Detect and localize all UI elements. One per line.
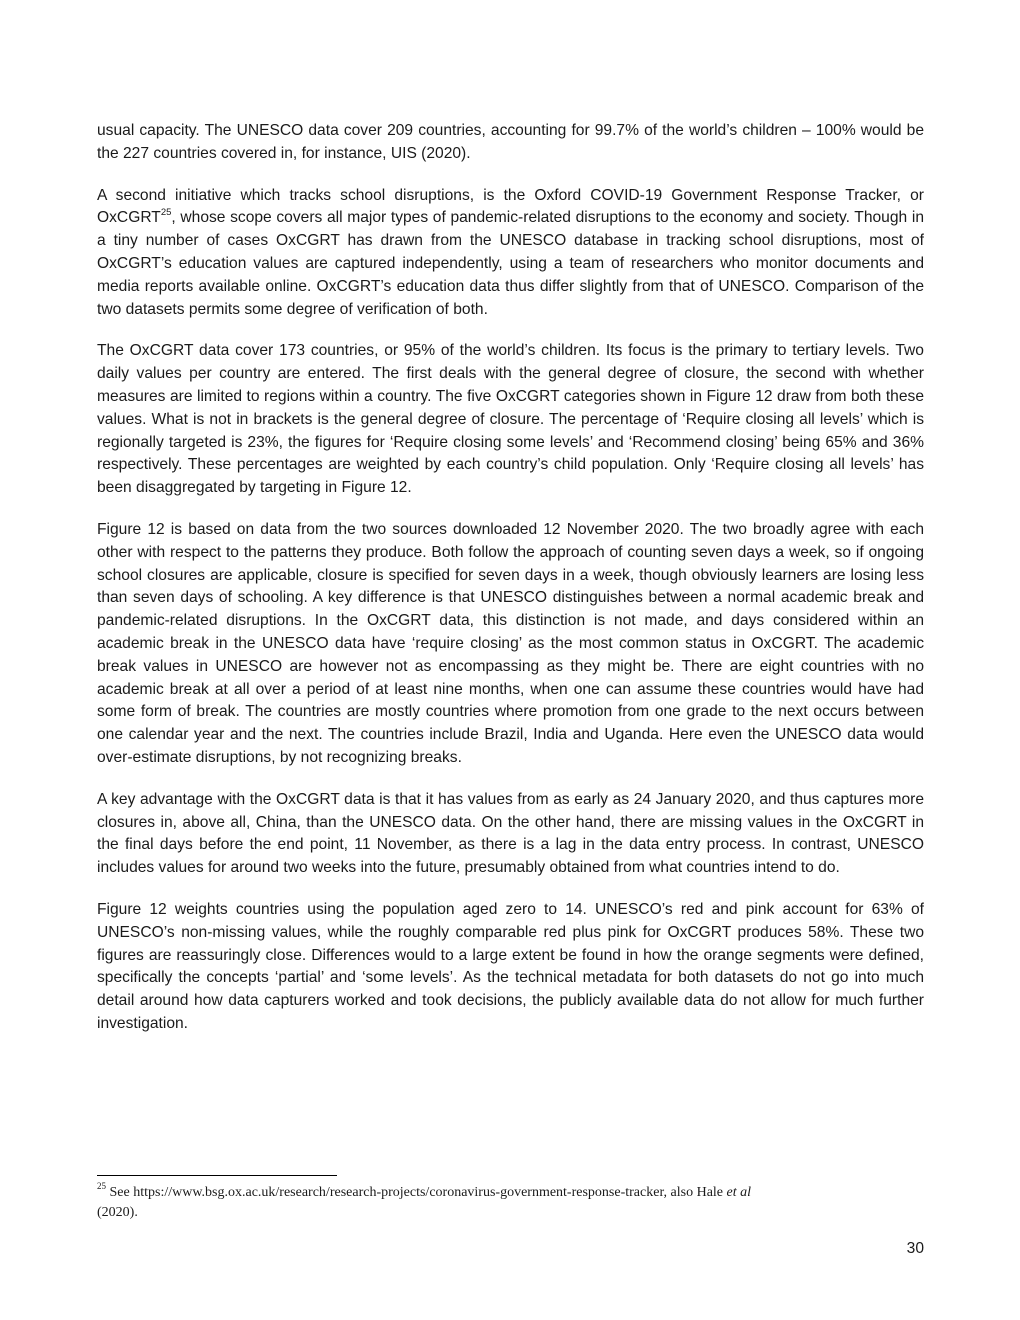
footnote-number: 25	[97, 1181, 106, 1192]
page-number: 30	[906, 1240, 924, 1257]
footnote-divider	[97, 1175, 337, 1176]
paragraph-6: Figure 12 weights countries using the population aged zero to 14. UNESCO’s red and pink account for 63% of UNESCO’s non-missing values, while the roughly comparable red plus pink for OxCGRT produces 58%. These two figures are reassuringly close. Differences would to a large extent be found in how the orange segments were defined, specifically the concepts ‘partial’ and ‘some levels’. As the technical metadata for both datasets do not go into much detail around how data capturers worked and took decisions, the publicly available data do not allow for much further investigation.	[97, 900, 924, 1032]
paragraph-1: usual capacity. The UNESCO data cover 209 countries, accounting for 99.7% of the world’s children – 100% would be the 227 countries covered in, for instance, UIS (2020).	[97, 122, 924, 162]
paragraph-2	[97, 185, 924, 322]
footnote-text: See https://www.bsg.ox.ac.uk/research/research-projects/coronavirus-government-response-tracker, also Hale	[106, 1185, 727, 1200]
paragraph-3: The OxCGRT data cover 173 countries, or 95% of the world’s children. Its focus is the primary to tertiary levels. Two daily values per country are entered. The first deals with the general degree of closure, the second with whether measures are limited to regions within a country. The five OxCGRT categories shown in Figure 12 draw from both these values. What is not in brackets is the general degree of closure. The percentage of ‘Require closing all levels’ which is regionally targeted is 23%, the figures for ‘Require closing some levels’ and ‘Recommend closing’ being 65% and 36% respectively. These percentages are weighted by each country’s child population. Only ‘Require closing all levels’ has been disaggregated by targeting in Figure 12.	[97, 342, 924, 497]
paragraph-2-text-end: , whose scope covers all major types of pandemic-related disruptions to the economy and society. Though in a tiny number of cases OxCGRT has drawn from the UNESCO database in tracking school disruptions, most of OxCGRT’s education values are captured independently, using a team of researchers who monitor documents and media reports available online. OxCGRT’s education data thus differ slightly from that of UNESCO. Comparison of the two datasets permits some degree of verification of both.	[97, 209, 924, 318]
paragraph-4: Figure 12 is based on data from the two sources downloaded 12 November 2020. The two broadly agree with each other with respect to the patterns they produce. Both follow the approach of counting seven days a week, so if ongoing school closures are applicable, closure is specified for seven days in a week, though obviously learners are losing less than seven days of schooling. A key difference is that UNESCO distinguishes between a normal academic break and pandemic-related disruptions. In the OxCGRT data, this distinction is not made, and days considered within an academic break in the UNESCO data have ‘require closing’ as the most common status in OxCGRT. The academic break values in UNESCO are however not as encompassing as they might be. There are eight countries with no academic break at all over a period of at least nine months, when one can assume these countries would have had some form of break. The countries are mostly countries where promotion from one grade to the next occurs between one calendar year and the next. The countries include Brazil, India and Uganda. Here even the UNESCO data would over-estimate disruptions, by not recognizing breaks.	[97, 520, 924, 766]
footnote-reference[interactable]: 25	[160, 207, 172, 219]
footnote-italic: et al	[726, 1185, 752, 1200]
paragraph-5: A key advantage with the OxCGRT data is that it has values from as early as 24 January 2020, and thus captures more closures in, above all, China, than the UNESCO data. On the other hand, there are missing values in the OxCGRT in the final days before the end point, 11 November, as there is a lag in the data entry process. In contrast, UNESCO includes values for around two weeks into the future, presumably obtained from what countries intend to do.	[97, 790, 924, 877]
footnote-year: (2020).	[97, 1205, 138, 1220]
paragraph-2-text-start: A second initiative which tracks school disruptions, is the Oxford COVID-19 Government Response Tracker, or OxCGRT	[97, 186, 924, 227]
body-text	[97, 120, 924, 1055]
footnote	[97, 1183, 897, 1223]
